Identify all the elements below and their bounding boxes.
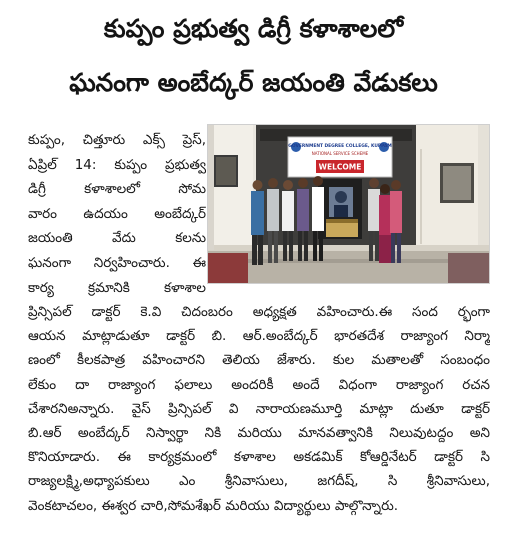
- article-line: జయంతి వేదు కలను: [28, 230, 206, 247]
- article-line: లేకుం దా రాజ్యాంగ ఫలాలు అందరికీ అందే విధంగా రాజ్యాంగ రచన: [28, 376, 490, 393]
- article-line: వెంకటాచలం, ఈశ్వర చారి,సోమశేఖర్ మరియు విద్యార్థులు పాల్గొన్నారు.: [28, 497, 399, 514]
- article-line: ఏప్రిల్ 14: కుప్పం ప్రభుత్వ: [28, 156, 206, 173]
- article-line: చేశారనిఅన్నారు. వైస్ ప్రిన్సిపల్ వి నారాయణమూర్తి మాట్లా దుతూ డాక్టర్: [28, 400, 490, 417]
- banner-welcome: WELCOME: [318, 162, 362, 172]
- article-line: బి.ఆర్ అంబేద్కర్ నిస్వార్థా నికి మరియు మానవత్వానికి నిలువుటద్దం అని: [28, 425, 490, 442]
- article-line: డిగ్రీ కళాశాలలో సోమ: [28, 181, 206, 198]
- article-column-text: [28, 128, 206, 300]
- article-line: ఆయన మాట్లాడుతూ డాక్టర్ బి. ఆర్.అంబేద్కర్ భారతదేశ రాజ్యాంగ నిర్మా: [28, 328, 490, 345]
- headline-line-1: కుప్పం ప్రభుత్వ డిగ్రీ కళాశాలలో: [103, 14, 404, 43]
- article-body-text: [28, 300, 490, 518]
- article-line: కుప్పం, చిత్తూరు ఎక్స్ ప్రెస్,: [28, 132, 206, 148]
- article-line: ణంలో కీలకపాత్ర వహించారని తెలియ జేశారు. కుల మతాలతో సంబంధం: [28, 352, 490, 369]
- banner-college-name: GOVERNMENT DEGREE COLLEGE, KUPPAM: [288, 144, 392, 149]
- banner-subtitle: NATIONAL SERVICE SCHEME: [311, 151, 369, 156]
- article-line: ప్రిన్సిపల్ డాక్టర్ కె.వి చిదంబరం అధ్యక్షత వహించారు.ఈ సంద ర్భంగా: [28, 304, 490, 320]
- article-line: రాజ్యలక్ష్మి,అధ్యాపకులు ఎం శ్రీనివాసులు, జగదీష్, సి శ్రీనివాసులు,: [28, 473, 490, 490]
- article-line: ఘనంగా నిర్వహించారు. ఈ: [28, 254, 206, 271]
- event-photo: [207, 124, 490, 284]
- article-line: వారం ఉదయం అంబేద్కర్: [28, 205, 206, 222]
- article-line: కార్య క్రమానికి కళాశాల: [28, 279, 206, 296]
- headline-line-2: ఘనంగా అంబేద్కర్ జయంతి వేడుకలు: [69, 68, 438, 97]
- article-line: కొనియాడారు. ఈ కార్యక్రమంలో కళాశాల అకడమిక్ కోఆర్డినేటర్ డాక్టర్ సి: [28, 449, 490, 466]
